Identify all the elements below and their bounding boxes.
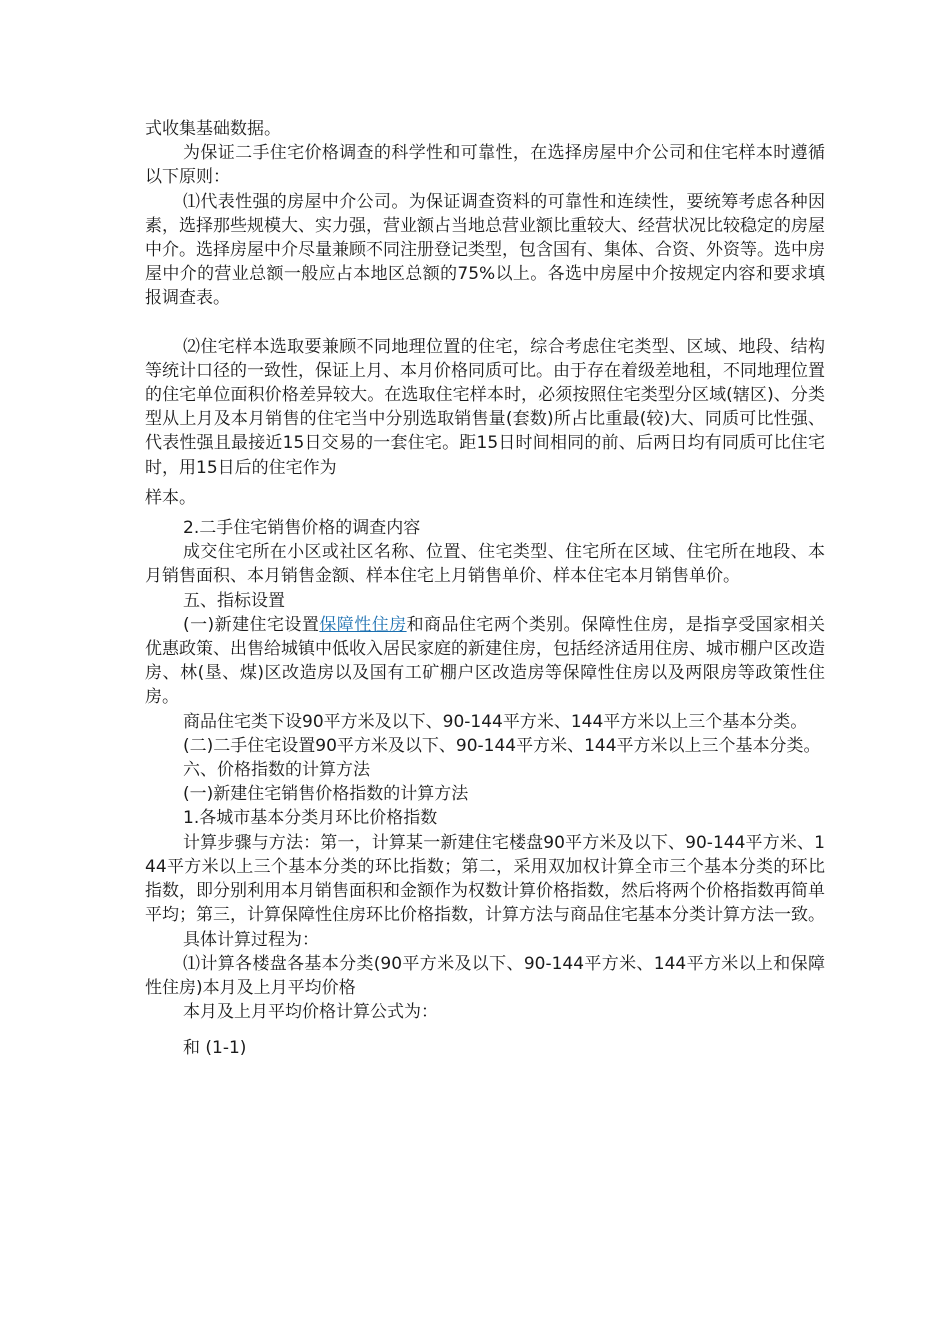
paragraph-commercial-categories: 商品住宅类下设90平方米及以下、90-144平方米、144平方米以上三个基本分类。 (183, 711, 808, 732)
new-housing-text-end: 和商品住宅两个类别。保障性住房，是指享受国家相关优惠政策、出售给城镇中低收入居民家庭的新建住房，包括经济适用住房、城市棚户区改造房、林(垦、煤)区改造房以及国有工矿棚户区改造房等保障性住房以及两限房等政策性住房。 (145, 614, 826, 708)
document-page (145, 117, 825, 1061)
paragraph-selection-principles: 为保证二手住宅价格调查的科学性和可靠性，在选择房屋中介公司和住宅样本时遵循以下原则： (145, 143, 825, 188)
paragraph-sample-principle: ⑵住宅样本选取要兼顾不同地理位置的住宅，综合考虑住宅类型、区域、地段、结构等统计口径的一致性，保证上月、本月价格同质可比。由于存在着级差地租，不同地理位置的住宅单位面积价格差异较大。在选取住宅样本时，必须按照住宅类型分区域(辖区)、分类型从上月及本月销售的住宅当中分别选取销售量(套数)所占比重最(较)大、同质可比性强、代表性强且最接近15日交易的一套住宅。距15日时间相同的前、后两日均有同质可比住宅时，用15日后的住宅作为 (145, 336, 825, 478)
paragraph-sample-end: 样本。 (145, 487, 196, 508)
paragraph-agency-principle: ⑴代表性强的房屋中介公司。为保证调查资料的可靠性和连续性，要统筹考虑各种因素，选择那些规模大、实力强，营业额占当地总营业额比重较大、经营状况比较稳定的房屋中介。选择房屋中介尽量兼顾不同注册登记类型，包含国有、集体、合资、外资等。选中房屋中介的营业总额一般应占本地区总额的75%以上。各选中房屋中介按规定内容和要求填报调查表。 (145, 191, 825, 309)
formula-label: 和 (1-1) (183, 1038, 247, 1059)
paragraph-data-collection: 式收集基础数据。 (145, 119, 281, 139)
heading-monthly-index: 1.各城市基本分类月环比价格指数 (183, 808, 438, 829)
paragraph-average-price: ⑴计算各楼盘各基本分类(90平方米及以下、90-144平方米、144平方米以上和保障性住房)本月及上月平均价格 (145, 953, 825, 998)
heading-indicator-setup: 五、指标设置 (183, 590, 285, 611)
paragraph-survey-content: 成交住宅所在小区或社区名称、位置、住宅类型、住宅所在区域、住宅所在地段、本月销售面积、本月销售金额、样本住宅上月销售单价、样本住宅本月销售单价。 (145, 542, 825, 587)
paragraph-formula-intro: 本月及上月平均价格计算公式为： (183, 1002, 438, 1023)
paragraph-secondhand-categories: (二)二手住宅设置90平方米及以下、90-144平方米、144平方米以上三个基本分类。 (183, 735, 821, 756)
affordable-housing-link[interactable]: 保障性住房 (319, 614, 407, 635)
paragraph-calculation-steps: 计算步骤与方法：第一，计算某一新建住宅楼盘90平方米及以下、90-144平方米、144平方米以上三个基本分类的环比指数；第二，采用双加权计算全市三个基本分类的环比指数，即分别利用本月销售面积和金额作为权数计算价格指数，然后将两个价格指数再简单平均；第三，计算保障性住房环比价格指数，计算方法与商品住宅基本分类计算方法一致。 (145, 832, 825, 926)
new-housing-text-start: (一)新建住宅设置 (183, 614, 320, 635)
heading-survey-content: 2.二手住宅销售价格的调查内容 (183, 518, 421, 539)
heading-new-housing-index: (一)新建住宅销售价格指数的计算方法 (183, 784, 469, 805)
paragraph-new-housing-categories (145, 613, 825, 710)
heading-calculation-method: 六、价格指数的计算方法 (183, 760, 370, 781)
paragraph-process-intro: 具体计算过程为： (183, 929, 319, 950)
